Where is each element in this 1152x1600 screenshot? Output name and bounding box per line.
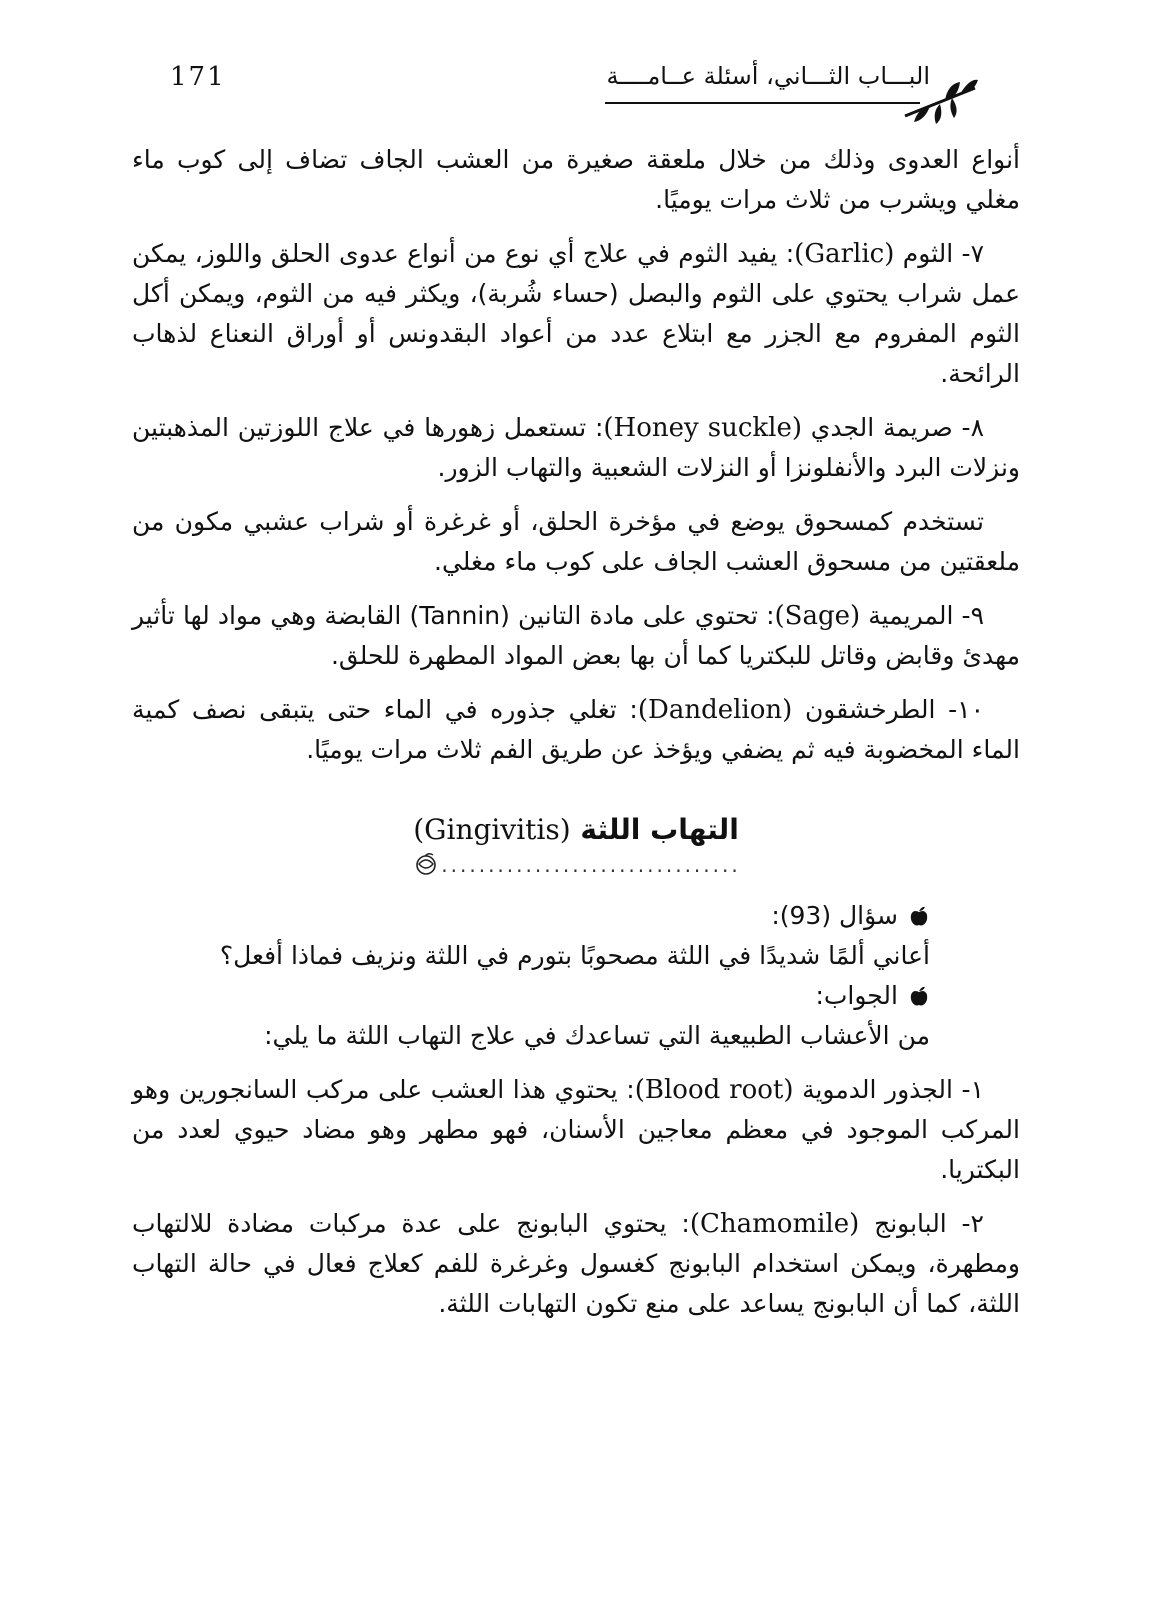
paragraph-chamomile [132,1204,1020,1324]
answer-intro: من الأعشاب الطبيعية التي تساعدك في علاج التهاب اللثة ما يلي: [264,1021,930,1050]
apple-bullet-icon [908,985,930,1007]
item-prefix: ٧- الثوم [902,239,985,268]
question-label-line [132,896,1020,936]
paragraph-dandelion [132,690,1020,770]
item-latin-name: (Chamomile) [689,1209,860,1239]
paragraph-text: أنواع العدوى وذلك من خلال ملعقة صغيرة من العشب الجاف تضاف إلى كوب ماء مغلي ويشرب من ثلاث مرات يوميًا. [132,145,1020,214]
paragraph-usage [132,502,1020,582]
paragraph-sage [132,596,1020,676]
paragraph-text: يفيد الثوم في علاج أي نوع من أنواع عدوى الحلق واللوز، يمكن عمل شراب يحتوي على الثوم والبصل (حساء شُربة)، ويكثر فيه من الثوم، ويمكن أكل الثوم المفروم مع الجزر مع ابتلاع عدد من أعواد البقدونس أو أوراق النعناع لذهاب الرائحة. [132,239,1020,388]
item-latin-name: (Blood root) [634,1075,794,1105]
page-header [150,62,1020,122]
item-sep: : [626,1075,635,1104]
paragraph-text: تستعمل زهورها في علاج اللوزتين المذهبتين ونزلات البرد والأنفلونزا أو النزلات الشعبية والتهاب الزور. [132,413,1020,482]
section-title [132,810,1020,850]
paragraph-text: يحتوي البابونج على عدة مركبات مضادة للالتهاب ومطهرة، ويمكن استخدام البابونج كغسول وغرغرة للفم كعلاج فعال في حالة التهاب اللثة، كما أن البابونج يساعد على منع تكون التهابات اللثة. [132,1209,1020,1318]
paragraph-text: يحتوي هذا العشب على مركب السانجورين وهو المركب الموجود في معظم معاجين الأسنان، فهو مطهر وهو مضاد حيوي لعدد من البكتريا. [132,1075,1020,1184]
answer-label: الجواب: [815,981,898,1010]
item-latin-name: (Garlic) [794,239,895,269]
item-sep: : [681,1209,690,1238]
item-sep: : [785,239,795,268]
paragraph-continuation [132,140,1020,220]
paragraph-text: تغلي جذوره في الماء حتى يتبقى نصف كمية الماء المخضوبة فيه ثم يضفي ويؤخذ عن طريق الفم ثلاث مرات يوميًا. [132,695,1020,764]
item-sep: : [766,601,775,630]
item-prefix: ١- الجذور الدموية [802,1075,984,1104]
item-prefix: ٩- المريمية [868,601,984,630]
item-latin-name: (Sage) [774,601,861,631]
header-rule [605,102,920,104]
page-content [132,140,1020,1338]
section-divider [132,852,1020,878]
item-sep: : [594,413,604,442]
paragraph-honeysuckle [132,408,1020,488]
running-title: البـــاب الثـــاني، أسئلة عــامــــة [606,62,930,90]
leaf-ornament-icon [900,76,980,126]
dotted-line: ................................ [441,853,741,877]
flower-ornament-icon [411,852,441,878]
paragraph-garlic [132,234,1020,394]
section-title-latin: (Gingivitis) [413,813,571,846]
paragraph-blood-root [132,1070,1020,1190]
item-prefix: ١٠- الطرخشقون [804,695,984,724]
page-number: 171 [170,62,226,92]
answer-label-line [132,976,1020,1016]
item-prefix: ٨- صريمة الجدي [810,413,984,442]
paragraph-text: تحتوي على مادة التانين (Tannin) القابضة وهي مواد لها تأثير مهدئ وقابض وقاتل للبكتريا كما أن بها بعض المواد المطهرة للحلق. [132,601,1020,670]
section-title-arabic: التهاب اللثة [580,813,739,846]
question-text: أعاني ألمًا شديدًا في اللثة مصحوبًا بتورم في اللثة ونزيف فماذا أفعل؟ [219,941,930,970]
question-label: سؤال (93): [771,901,898,930]
item-prefix: ٢- البابونج [874,1209,984,1238]
paragraph-text: تستخدم كمسحوق يوضع في مؤخرة الحلق، أو غرغرة أو شراب عشبي مكون من ملعقتين من مسحوق العشب الجاف على كوب ماء مغلي. [132,507,1020,576]
item-latin-name: (Honey suckle) [603,413,803,443]
item-sep: : [629,695,638,724]
apple-bullet-icon [908,905,930,927]
item-latin-name: (Dandelion) [637,695,793,725]
